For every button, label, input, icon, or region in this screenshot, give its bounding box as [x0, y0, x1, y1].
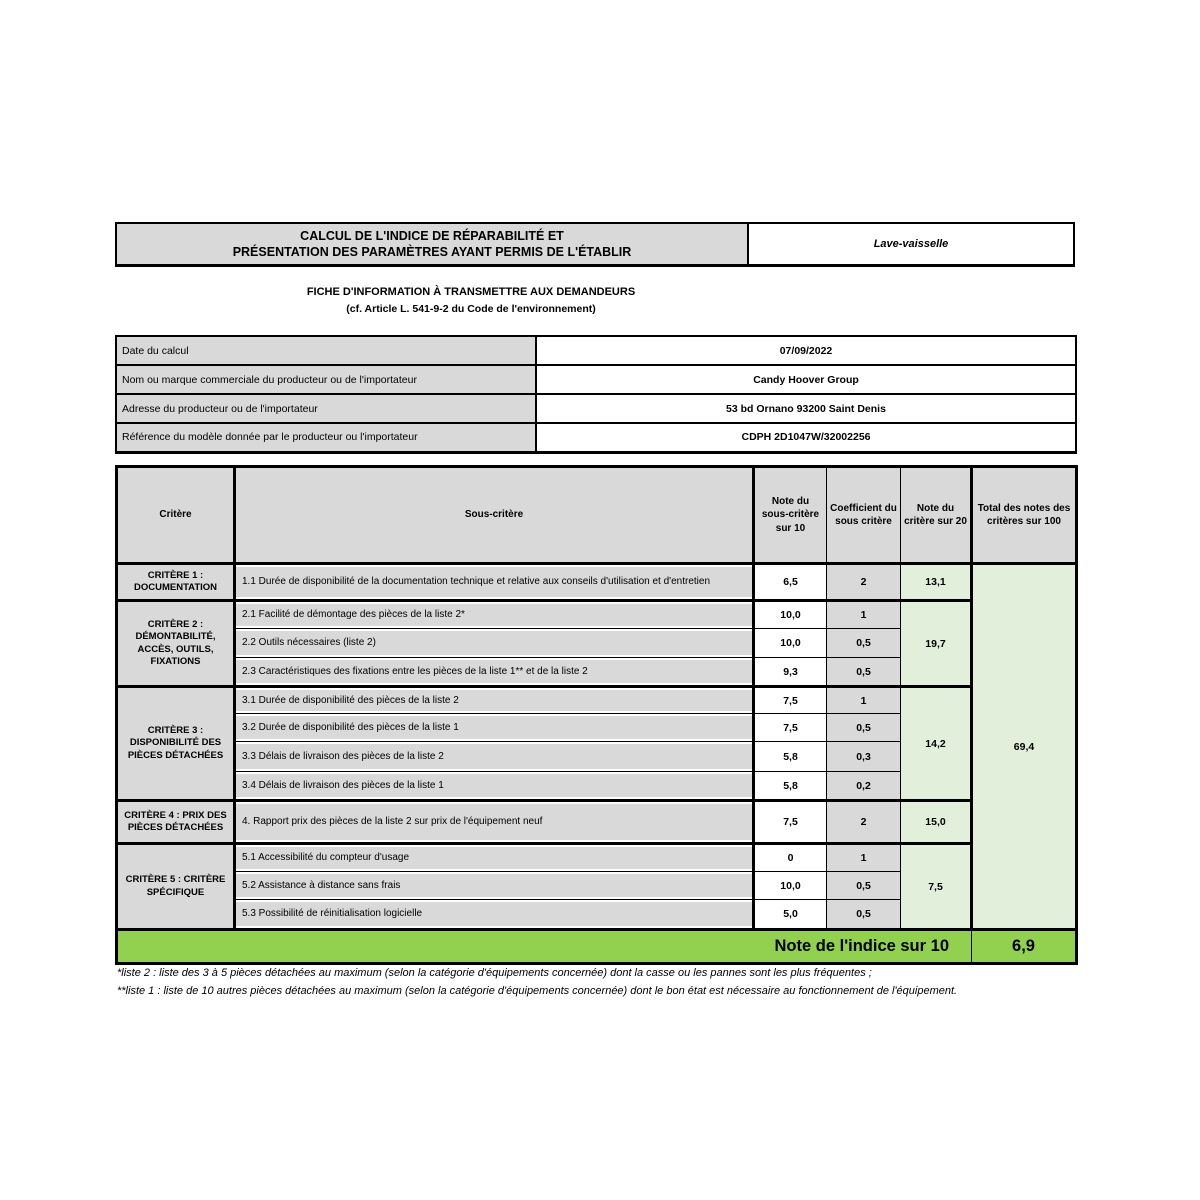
note10-2-2: 10,0 [754, 629, 827, 658]
subcriterion-2-1: 2.1 Facilité de démontage des pièces de la liste 2* [235, 601, 754, 629]
subcriterion-2-2: 2.2 Outils nécessaires (liste 2) [235, 629, 754, 658]
note10-3-3: 5,8 [754, 742, 827, 772]
table-header-row [117, 467, 1077, 564]
table-row [116, 423, 1076, 452]
col-header-critere: Critère [117, 467, 235, 564]
table-row [117, 601, 1077, 629]
footnote-liste1: **liste 1 : liste de 10 autres pièces détachées au maximum (selon la catégorie d'équipements concernée) dont le bon état est nécessaire au fonctionnement de l'équipement. [117, 984, 958, 997]
info-value-model-reference: CDPH 2D1047W/32002256 [536, 423, 1076, 452]
info-value-producer-name: Candy Hoover Group [536, 365, 1076, 394]
subcriterion-4: 4. Rapport prix des pièces de la liste 2 sur prix de l'équipement neuf [235, 801, 754, 844]
coeff-3-3: 0,3 [827, 742, 901, 772]
subcriterion-3-4: 3.4 Délais de livraison des pièces de la liste 1 [235, 772, 754, 801]
page-title [117, 224, 749, 264]
note10-3-2: 7,5 [754, 714, 827, 742]
col-header-note10: Note du sous-critère sur 10 [754, 467, 827, 564]
table-row [117, 844, 1077, 872]
coeff-3-2: 0,5 [827, 714, 901, 742]
coeff-2-1: 1 [827, 601, 901, 629]
subcriterion-5-1: 5.1 Accessibilité du compteur d'usage [235, 844, 754, 872]
index-score-value: 6,9 [972, 930, 1077, 964]
subcriterion-5-2: 5.2 Assistance à distance sans frais [235, 872, 754, 900]
info-label-producer-name: Nom ou marque commerciale du producteur ou de l'importateur [116, 365, 536, 394]
footnote-liste2: *liste 2 : liste des 3 à 5 pièces détachées au maximum (selon la catégorie d'équipements concernée) dont la casse ou les pannes sont les plus fréquentes ; [117, 967, 872, 979]
coeff-5-1: 1 [827, 844, 901, 872]
note10-2-3: 9,3 [754, 658, 827, 687]
note10-5-3: 5,0 [754, 900, 827, 930]
coeff-3-4: 0,2 [827, 772, 901, 801]
coeff-3-1: 1 [827, 687, 901, 714]
note10-3-4: 5,8 [754, 772, 827, 801]
table-row [116, 336, 1076, 365]
coeff-1-1: 2 [827, 564, 901, 601]
subtitle-line2: (cf. Article L. 541-9-2 du Code de l'environnement) [346, 303, 596, 315]
note10-5-2: 10,0 [754, 872, 827, 900]
subcriterion-3-2: 3.2 Durée de disponibilité des pièces de la liste 1 [235, 714, 754, 742]
note10-4: 7,5 [754, 801, 827, 844]
table-row [116, 394, 1076, 423]
coeff-2-3: 0,5 [827, 658, 901, 687]
document-subtitle [115, 284, 827, 318]
info-label-address: Adresse du producteur ou de l'importateur [116, 394, 536, 423]
footnotes [117, 966, 1077, 1001]
table-row [117, 687, 1077, 714]
product-type-label: Lave-vaisselle [873, 238, 949, 250]
note20-criterion5: 7,5 [901, 844, 972, 930]
col-header-coefficient: Coefficient du sous critère [827, 467, 901, 564]
page-title-line1: CALCUL DE L'INDICE DE RÉPARABILITÉ ET [300, 229, 564, 243]
criterion5-name: CRITÈRE 5 : CRITÈRE SPÉCIFIQUE [117, 844, 235, 930]
criterion2-name: CRITÈRE 2 : DÉMONTABILITÉ, ACCÈS, OUTILS, FIXATIONS [117, 601, 235, 687]
criteria-table [115, 465, 1078, 965]
info-label-model-reference: Référence du modèle donnée par le producteur ou l'importateur [116, 423, 536, 452]
note10-2-1: 10,0 [754, 601, 827, 629]
coeff-2-2: 0,5 [827, 629, 901, 658]
subtitle-line1: FICHE D'INFORMATION À TRANSMETTRE AUX DEMANDEURS [306, 286, 636, 298]
total-notes-100: 69,4 [972, 564, 1077, 930]
info-label-date: Date du calcul [116, 336, 536, 365]
criterion4-name: CRITÈRE 4 : PRIX DES PIÈCES DÉTACHÉES [117, 801, 235, 844]
criterion1-name: CRITÈRE 1 : DOCUMENTATION [117, 564, 235, 601]
note20-criterion1: 13,1 [901, 564, 972, 601]
subcriterion-3-3: 3.3 Délais de livraison des pièces de la liste 2 [235, 742, 754, 772]
coeff-5-3: 0,5 [827, 900, 901, 930]
coeff-4: 2 [827, 801, 901, 844]
coeff-5-2: 0,5 [827, 872, 901, 900]
table-row [117, 801, 1077, 844]
note10-1-1: 6,5 [754, 564, 827, 601]
subcriterion-1-1: 1.1 Durée de disponibilité de la documentation technique et relative aux conseils d'utilisation et d'entretien [235, 564, 754, 601]
page-title-line2: PRÉSENTATION DES PARAMÈTRES AYANT PERMIS DE L'ÉTABLIR [232, 245, 632, 259]
product-type-cell [749, 224, 1073, 264]
info-value-date: 07/09/2022 [536, 336, 1076, 365]
table-row [116, 365, 1076, 394]
note20-criterion4: 15,0 [901, 801, 972, 844]
note20-criterion3: 14,2 [901, 687, 972, 801]
document-header [115, 222, 1075, 267]
producer-info-table [115, 335, 1077, 454]
col-header-total100: Total des notes des critères sur 100 [972, 467, 1077, 564]
criterion3-name: CRITÈRE 3 : DISPONIBILITÉ DES PIÈCES DÉTACHÉES [117, 687, 235, 801]
col-header-sous-critere: Sous-critère [235, 467, 754, 564]
subcriterion-2-3: 2.3 Caractéristiques des fixations entre les pièces de la liste 1** et de la liste 2 [235, 658, 754, 687]
subcriterion-3-1: 3.1 Durée de disponibilité des pièces de la liste 2 [235, 687, 754, 714]
note10-3-1: 7,5 [754, 687, 827, 714]
index-row [117, 930, 1077, 964]
subcriterion-5-3: 5.3 Possibilité de réinitialisation logicielle [235, 900, 754, 930]
note10-5-1: 0 [754, 844, 827, 872]
index-score-label: Note de l'indice sur 10 [117, 930, 972, 964]
table-row [117, 564, 1077, 601]
note20-criterion2: 19,7 [901, 601, 972, 687]
col-header-note20: Note du critère sur 20 [901, 467, 972, 564]
info-value-address: 53 bd Ornano 93200 Saint Denis [536, 394, 1076, 423]
